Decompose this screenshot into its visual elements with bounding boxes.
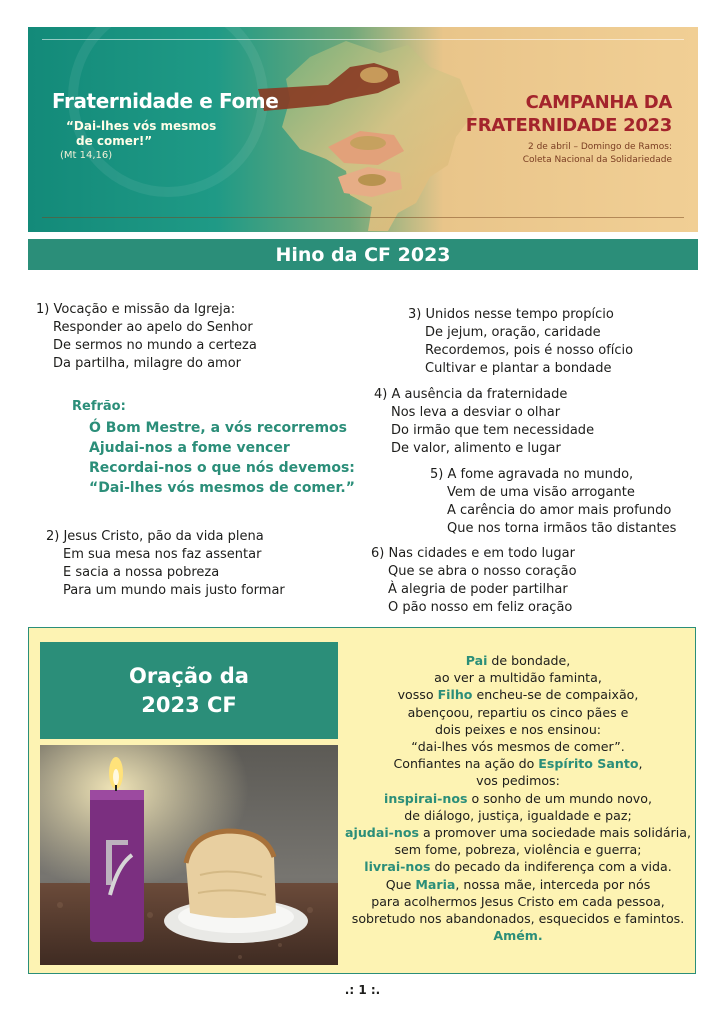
prayer-highlight: inspirai-nos: [384, 790, 468, 806]
page-number: .: 1 :.: [344, 983, 381, 997]
verse-line: Que se abra o nosso coração: [388, 564, 577, 579]
verse-line: Cultivar e plantar a bondade: [425, 361, 612, 376]
prayer-line-text: de bondade,: [487, 653, 571, 668]
prayer-highlight: Maria: [415, 876, 456, 892]
prayer-line: “dai-lhes vós mesmos de comer”.: [411, 739, 625, 755]
verse-line: 3) Unidos nesse tempo propício: [408, 307, 614, 322]
verse-line: À alegria de poder partilhar: [388, 582, 568, 597]
campaign-title-line: CAMPANHA DA: [525, 92, 672, 113]
prayer-line: vos pedimos:: [476, 773, 560, 789]
prayer-text: [340, 652, 696, 944]
refrain-line: Ajudai-nos a fome vencer: [89, 440, 290, 456]
prayer-title-line: Oração da: [129, 663, 249, 688]
prayer-highlight: livrai-nos: [364, 859, 431, 875]
verse-line: Da partilha, milagre do amor: [53, 356, 242, 371]
campaign-title: [442, 91, 672, 137]
verse-line: De jejum, oração, caridade: [425, 325, 601, 340]
hymn-verse-5: [430, 466, 676, 538]
verse-line: De sermos no mundo a certeza: [53, 338, 257, 353]
prayer-line: sem fome, pobreza, violência e guerra;: [394, 842, 642, 858]
verse-line: Do irmão que tem necessidade: [391, 423, 595, 438]
prayer-line: dois peixes e nos ensinou:: [434, 721, 602, 737]
verse-line: Vem de uma visão arrogante: [447, 485, 635, 500]
verse-line: 2) Jesus Cristo, pão da vida plena: [46, 529, 264, 544]
campaign-date-line: 2 de abril – Domingo de Ramos:: [527, 142, 672, 152]
refrain-label: Refrão:: [72, 399, 126, 414]
verse-line: O pão nosso em feliz oração: [388, 600, 573, 615]
verse-line: 1) Vocação e missão da Igreja:: [36, 302, 236, 317]
verse-line: 4) A ausência da fraternidade: [374, 387, 568, 402]
prayer-line: sobretudo nos abandonados, esquecidos e famintos.: [351, 911, 685, 927]
prayer-line-text: encheu-se de compaixão,: [472, 687, 639, 703]
prayer-line-text: Que: [385, 876, 416, 892]
verse-line: 6) Nas cidades e em todo lugar: [371, 546, 575, 561]
campaign-date: [442, 141, 672, 167]
refrain-line: Ó Bom Mestre, a vós recorremos: [89, 420, 348, 436]
hymn-verse-1: [36, 301, 257, 373]
hymn-refrain: [72, 398, 355, 498]
prayer-line-text: a promover uma sociedade mais solidária,: [418, 825, 691, 841]
candle-and-bread-photo: [40, 745, 338, 965]
campaign-date-line: Coleta Nacional da Solidariedade: [522, 155, 672, 165]
prayer-line: [340, 790, 696, 807]
verse-line: De valor, alimento e lugar: [391, 441, 561, 456]
refrain-line: Recordai-nos o que nós devemos:: [89, 460, 355, 476]
prayer-highlight: Filho: [437, 687, 473, 703]
verse-line: Responder ao apelo do Senhor: [53, 320, 253, 335]
banner-quote: [66, 119, 236, 149]
banner-quote-line: de comer!”: [76, 134, 153, 148]
prayer-line: [340, 876, 696, 893]
hymn-verse-6: [371, 545, 577, 617]
banner-bible-reference: (Mt 14,16): [60, 150, 113, 161]
verse-line: A carência do amor mais profundo: [447, 503, 672, 518]
prayer-line: [340, 755, 696, 772]
prayer-line: [340, 652, 696, 669]
prayer-line: [340, 824, 696, 841]
prayer-highlight: Pai: [465, 653, 488, 668]
hymn-verse-3: [408, 306, 633, 378]
campaign-title-line: FRATERNIDADE 2023: [465, 115, 672, 136]
verse-line: Para um mundo mais justo formar: [63, 583, 285, 598]
prayer-line: [340, 686, 696, 703]
prayer-highlight: Espírito Santo: [538, 756, 639, 772]
hymn-verse-2: [46, 528, 285, 600]
prayer-amen: Amém.: [493, 928, 543, 944]
prayer-line: para acolhermos Jesus Cristo em cada pessoa,: [371, 893, 665, 909]
prayer-line: abençoou, repartiu os cinco pães e: [407, 704, 629, 720]
verse-line: Que nos torna irmãos tão distantes: [447, 521, 677, 536]
hymn-verse-4: [374, 386, 594, 458]
refrain-line: “Dai-lhes vós mesmos de comer.”: [89, 480, 355, 496]
prayer-line: de diálogo, justiça, igualdade e paz;: [404, 807, 632, 823]
verse-line: E sacia a nossa pobreza: [63, 565, 220, 580]
prayer-line-text: ,: [638, 756, 643, 772]
prayer-line-text: Confiantes na ação do: [393, 756, 539, 772]
prayer-line-text: vosso: [397, 687, 438, 703]
verse-line: Nos leva a desviar o olhar: [391, 405, 561, 420]
prayer-title: [40, 642, 338, 739]
candle-bread-illustration: [40, 745, 338, 965]
banner-title: Fraternidade e Fome: [52, 89, 279, 113]
prayer-line: [340, 858, 696, 875]
banner-quote-line: “Dai-lhes vós mesmos: [66, 119, 217, 133]
prayer-highlight: ajudai-nos: [345, 825, 419, 841]
prayer-line-text: o sonho de um mundo novo,: [467, 790, 652, 806]
hino-section-header: Hino da CF 2023: [28, 239, 698, 270]
verse-line: 5) A fome agravada no mundo,: [430, 467, 634, 482]
campaign-banner: [28, 27, 698, 232]
prayer-line: ao ver a multidão faminta,: [434, 670, 602, 686]
verse-line: Em sua mesa nos faz assentar: [63, 547, 262, 562]
prayer-line-text: , nossa mãe, interceda por nós: [455, 876, 651, 892]
verse-line: Recordemos, pois é nosso ofício: [425, 343, 634, 358]
prayer-line-text: do pecado da indiferença com a vida.: [430, 859, 672, 875]
prayer-title-line: 2023 CF: [141, 692, 237, 717]
